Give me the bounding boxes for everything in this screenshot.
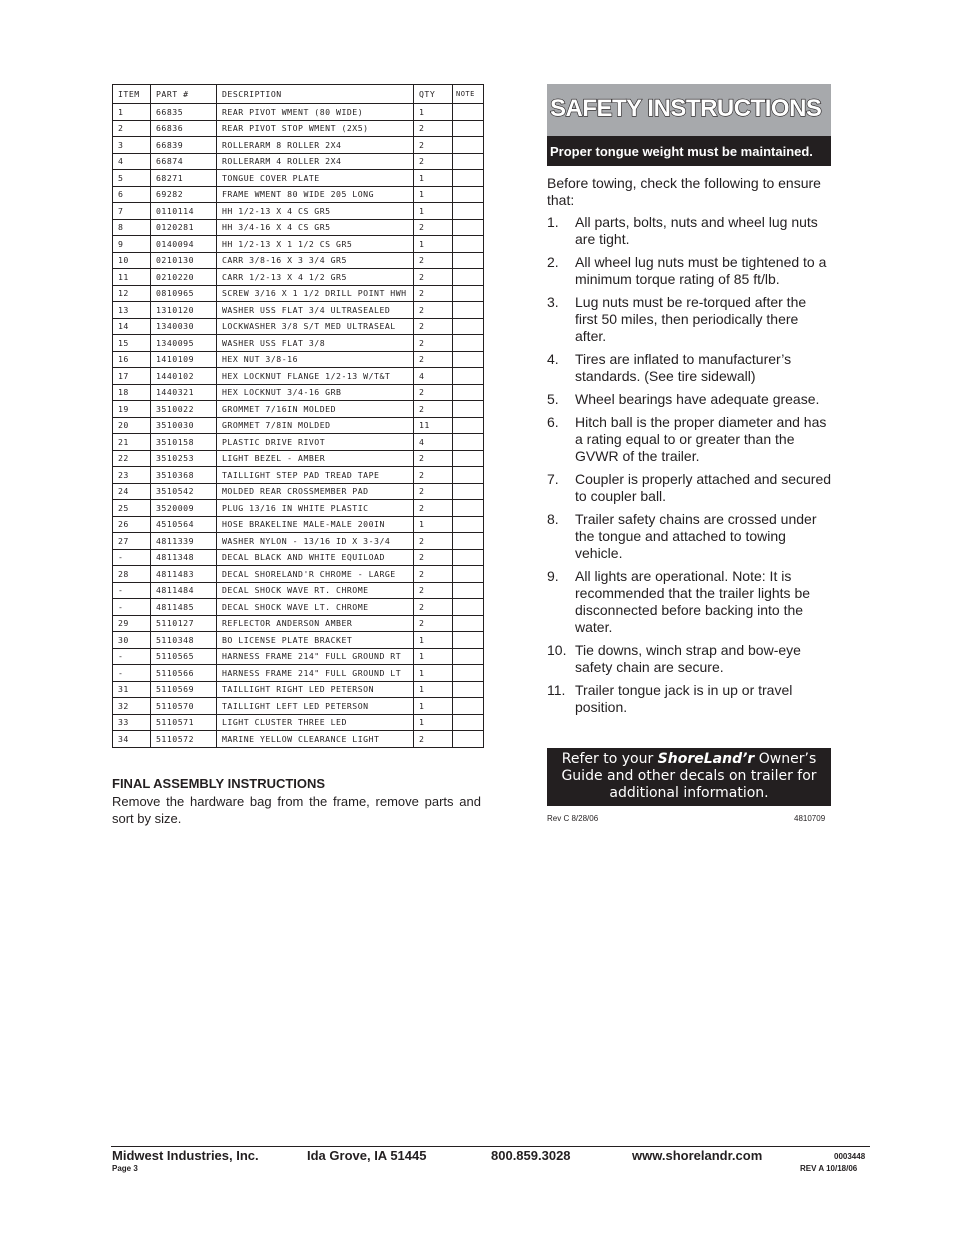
cell-part-number: 66836: [151, 120, 217, 137]
cell-part-number: 5110569: [151, 681, 217, 698]
cell-description: TAILLIGHT RIGHT LED PETERSON: [217, 681, 414, 698]
checklist-number: 9.: [547, 568, 559, 584]
table-row: [113, 714, 484, 731]
table-row: [113, 170, 484, 187]
cell-part-number: 5110566: [151, 665, 217, 682]
table-row: [113, 731, 484, 748]
checklist-text: Coupler is properly attached and secured to coupler ball.: [575, 471, 832, 504]
cell-item: 19: [113, 401, 151, 418]
parts-table: [112, 84, 484, 748]
table-row: [113, 450, 484, 467]
table-row: [113, 252, 484, 269]
cell-description: HEX LOCKNUT FLANGE 1/2-13 W/T&T: [217, 368, 414, 385]
cell-description: REFLECTOR ANDERSON AMBER: [217, 615, 414, 632]
cell-part-number: 0210220: [151, 269, 217, 286]
cell-item: 23: [113, 467, 151, 484]
table-row: [113, 219, 484, 236]
cell-note: [453, 417, 484, 434]
checklist-item: [547, 471, 832, 505]
cell-part-number: 5110572: [151, 731, 217, 748]
table-row: [113, 632, 484, 649]
cell-note: [453, 219, 484, 236]
table-row: [113, 236, 484, 253]
cell-description: PLASTIC DRIVE RIVOT: [217, 434, 414, 451]
cell-item: 27: [113, 533, 151, 550]
cell-qty: 2: [414, 533, 453, 550]
checklist-text: Tie downs, winch strap and bow-eye safety chain are secure.: [575, 642, 801, 675]
cell-part-number: 4811339: [151, 533, 217, 550]
cell-item: -: [113, 648, 151, 665]
safety-checklist: [547, 214, 832, 716]
cell-part-number: 3510158: [151, 434, 217, 451]
cell-qty: 1: [414, 632, 453, 649]
cell-item: 7: [113, 203, 151, 220]
cell-qty: 1: [414, 648, 453, 665]
checklist-item: [547, 511, 832, 562]
cell-note: [453, 434, 484, 451]
cell-note: [453, 648, 484, 665]
cell-qty: 2: [414, 450, 453, 467]
table-row: [113, 516, 484, 533]
cell-item: 31: [113, 681, 151, 698]
table-row: [113, 599, 484, 616]
cell-qty: 2: [414, 285, 453, 302]
parts-table-header-row: [113, 85, 484, 104]
cell-item: 25: [113, 500, 151, 517]
cell-qty: 1: [414, 186, 453, 203]
cell-note: [453, 368, 484, 385]
checklist-item: [547, 568, 832, 636]
cell-part-number: 69282: [151, 186, 217, 203]
cell-item: 33: [113, 714, 151, 731]
cell-item: 1: [113, 104, 151, 121]
cell-description: HH 3/4-16 X 4 CS GR5: [217, 219, 414, 236]
parts-table-body: [113, 104, 484, 748]
cell-qty: 2: [414, 599, 453, 616]
cell-qty: 2: [414, 615, 453, 632]
cell-qty: 2: [414, 269, 453, 286]
cell-item: 24: [113, 483, 151, 500]
cell-part-number: 3510022: [151, 401, 217, 418]
cell-note: [453, 335, 484, 352]
checklist-item: [547, 351, 832, 385]
checklist-text: Wheel bearings have adequate grease.: [575, 391, 820, 407]
cell-note: [453, 137, 484, 154]
refer-text-after: Owner’s Guide and other decals on trailer for additional information.: [561, 751, 817, 801]
cell-description: TONGUE COVER PLATE: [217, 170, 414, 187]
cell-description: MOLDED REAR CROSSMEMBER PAD: [217, 483, 414, 500]
cell-note: [453, 632, 484, 649]
cell-qty: 1: [414, 681, 453, 698]
cell-item: 32: [113, 698, 151, 715]
cell-item: -: [113, 549, 151, 566]
cell-item: 29: [113, 615, 151, 632]
cell-qty: 1: [414, 714, 453, 731]
table-row: [113, 384, 484, 401]
header-part-number: PART #: [151, 85, 217, 104]
table-row: [113, 351, 484, 368]
header-qty: QTY: [414, 85, 453, 104]
cell-note: [453, 533, 484, 550]
cell-description: REAR PIVOT STOP WMENT (2X5): [217, 120, 414, 137]
cell-note: [453, 120, 484, 137]
cell-part-number: 3510542: [151, 483, 217, 500]
cell-note: [453, 599, 484, 616]
table-row: [113, 582, 484, 599]
checklist-text: All wheel lug nuts must be tightened to a minimum torque rating of 85 ft/lb.: [575, 254, 827, 287]
cell-note: [453, 698, 484, 715]
cell-description: HEX NUT 3/8-16: [217, 351, 414, 368]
cell-description: REAR PIVOT WMENT (80 WIDE): [217, 104, 414, 121]
cell-note: [453, 665, 484, 682]
cell-part-number: 1440102: [151, 368, 217, 385]
cell-part-number: 4811485: [151, 599, 217, 616]
cell-item: 9: [113, 236, 151, 253]
cell-qty: 1: [414, 203, 453, 220]
cell-part-number: 66839: [151, 137, 217, 154]
cell-note: [453, 566, 484, 583]
cell-qty: 1: [414, 665, 453, 682]
cell-description: HH 1/2-13 X 4 CS GR5: [217, 203, 414, 220]
checklist-number: 7.: [547, 471, 559, 487]
cell-description: ROLLERARM 8 ROLLER 2X4: [217, 137, 414, 154]
footer-location: Ida Grove, IA 51445: [307, 1148, 427, 1163]
footer-company: Midwest Industries, Inc.: [112, 1148, 259, 1163]
cell-note: [453, 483, 484, 500]
safety-revision: Rev C 8/28/06: [547, 814, 599, 823]
cell-part-number: 4811483: [151, 566, 217, 583]
cell-note: [453, 269, 484, 286]
table-row: [113, 318, 484, 335]
cell-note: [453, 153, 484, 170]
cell-item: 3: [113, 137, 151, 154]
cell-qty: 1: [414, 698, 453, 715]
safety-doc-number: 4810709: [794, 814, 826, 823]
cell-qty: 4: [414, 368, 453, 385]
table-row: [113, 533, 484, 550]
cell-part-number: 3520009: [151, 500, 217, 517]
cell-qty: 2: [414, 483, 453, 500]
cell-qty: 2: [414, 731, 453, 748]
cell-part-number: 3510253: [151, 450, 217, 467]
cell-part-number: 5110570: [151, 698, 217, 715]
cell-part-number: 5110127: [151, 615, 217, 632]
safety-subtitle: Proper tongue weight must be maintained.: [550, 144, 813, 159]
cell-note: [453, 285, 484, 302]
checklist-number: 3.: [547, 294, 559, 310]
cell-qty: 1: [414, 170, 453, 187]
cell-description: WASHER NYLON - 13/16 ID X 3-3/4: [217, 533, 414, 550]
table-row: [113, 269, 484, 286]
cell-item: 11: [113, 269, 151, 286]
footer-phone: 800.859.3028: [491, 1148, 571, 1163]
checklist-number: 4.: [547, 351, 559, 367]
cell-item: 21: [113, 434, 151, 451]
checklist-text: Tires are inflated to manufacturer’s standards. (See tire sidewall): [575, 351, 792, 384]
checklist-item: [547, 391, 832, 408]
cell-item: 18: [113, 384, 151, 401]
cell-qty: 2: [414, 252, 453, 269]
table-row: [113, 648, 484, 665]
cell-qty: 2: [414, 467, 453, 484]
table-row: [113, 153, 484, 170]
checklist-item: [547, 214, 832, 248]
cell-item: 28: [113, 566, 151, 583]
cell-item: 12: [113, 285, 151, 302]
cell-qty: 2: [414, 120, 453, 137]
checklist-text: Hitch ball is the proper diameter and has a rating equal to or greater than the GVWR of the trailer.: [575, 414, 827, 464]
cell-part-number: 5110571: [151, 714, 217, 731]
cell-part-number: 4811484: [151, 582, 217, 599]
cell-qty: 1: [414, 516, 453, 533]
checklist-item: [547, 254, 832, 288]
cell-item: 6: [113, 186, 151, 203]
cell-part-number: 0140094: [151, 236, 217, 253]
cell-item: 4: [113, 153, 151, 170]
cell-description: GROMMET 7/16IN MOLDED: [217, 401, 414, 418]
cell-item: 16: [113, 351, 151, 368]
cell-description: LIGHT BEZEL - AMBER: [217, 450, 414, 467]
cell-item: 10: [113, 252, 151, 269]
cell-qty: 2: [414, 582, 453, 599]
cell-part-number: 4510564: [151, 516, 217, 533]
cell-part-number: 4811348: [151, 549, 217, 566]
cell-part-number: 66874: [151, 153, 217, 170]
cell-description: CARR 3/8-16 X 3 3/4 GR5: [217, 252, 414, 269]
table-row: [113, 434, 484, 451]
cell-description: HH 1/2-13 X 1 1/2 CS GR5: [217, 236, 414, 253]
cell-description: FRAME WMENT 80 WIDE 205 LONG: [217, 186, 414, 203]
cell-qty: 2: [414, 137, 453, 154]
cell-note: [453, 450, 484, 467]
cell-item: 2: [113, 120, 151, 137]
cell-note: [453, 582, 484, 599]
cell-item: -: [113, 599, 151, 616]
cell-item: 15: [113, 335, 151, 352]
refer-box: [547, 748, 831, 806]
cell-part-number: 0110114: [151, 203, 217, 220]
checklist-text: Trailer safety chains are crossed under the tongue and attached to towing vehicle.: [575, 511, 817, 561]
cell-description: HOSE BRAKELINE MALE-MALE 200IN: [217, 516, 414, 533]
cell-description: LIGHT CLUSTER THREE LED: [217, 714, 414, 731]
cell-note: [453, 186, 484, 203]
cell-description: DECAL SHOCK WAVE LT. CHROME: [217, 599, 414, 616]
table-row: [113, 335, 484, 352]
cell-description: CARR 1/2-13 X 4 1/2 GR5: [217, 269, 414, 286]
checklist-number: 11.: [547, 682, 566, 698]
cell-item: 20: [113, 417, 151, 434]
cell-description: ROLLERARM 4 ROLLER 2X4: [217, 153, 414, 170]
cell-part-number: 1340095: [151, 335, 217, 352]
table-row: [113, 203, 484, 220]
table-row: [113, 549, 484, 566]
final-assembly-heading: FINAL ASSEMBLY INSTRUCTIONS: [112, 776, 326, 791]
cell-note: [453, 731, 484, 748]
footer-doc-id: 0003448: [834, 1152, 866, 1161]
cell-description: DECAL SHOCK WAVE RT. CHROME: [217, 582, 414, 599]
table-row: [113, 665, 484, 682]
footer-revision: REV A 10/18/06: [800, 1164, 858, 1173]
table-row: [113, 500, 484, 517]
cell-qty: 2: [414, 335, 453, 352]
footer-website[interactable]: www.shorelandr.com: [632, 1148, 763, 1163]
cell-description: WASHER USS FLAT 3/4 ULTRASEALED: [217, 302, 414, 319]
checklist-number: 10.: [547, 642, 567, 658]
cell-note: [453, 170, 484, 187]
refer-text-before: Refer to your: [561, 751, 658, 767]
cell-item: 30: [113, 632, 151, 649]
header-description: DESCRIPTION: [217, 85, 414, 104]
table-row: [113, 467, 484, 484]
cell-description: GROMMET 7/8IN MOLDED: [217, 417, 414, 434]
table-row: [113, 483, 484, 500]
cell-note: [453, 615, 484, 632]
cell-description: MARINE YELLOW CLEARANCE LIGHT: [217, 731, 414, 748]
cell-part-number: 1440321: [151, 384, 217, 401]
cell-qty: 1: [414, 236, 453, 253]
checklist-text: Trailer tongue jack is in up or travel position.: [575, 682, 793, 715]
safety-title: SAFETY INSTRUCTIONS: [550, 95, 822, 122]
cell-note: [453, 203, 484, 220]
cell-qty: 2: [414, 153, 453, 170]
cell-qty: 2: [414, 401, 453, 418]
cell-qty: 4: [414, 434, 453, 451]
checklist-item: [547, 294, 832, 345]
cell-item: 14: [113, 318, 151, 335]
checklist-text: Lug nuts must be re-torqued after the first 50 miles, then periodically there after.: [575, 294, 807, 344]
cell-qty: 1: [414, 104, 453, 121]
table-row: [113, 285, 484, 302]
cell-description: TAILLIGHT LEFT LED PETERSON: [217, 698, 414, 715]
cell-item: -: [113, 582, 151, 599]
cell-note: [453, 549, 484, 566]
checklist-item: [547, 414, 832, 465]
cell-part-number: 3510030: [151, 417, 217, 434]
cell-description: HEX LOCKNUT 3/4-16 GRB: [217, 384, 414, 401]
cell-part-number: 3510368: [151, 467, 217, 484]
final-assembly-body: Remove the hardware bag from the frame, remove parts and sort by size.: [112, 794, 481, 826]
refer-brand: ShoreLand’r: [657, 751, 755, 767]
cell-description: LOCKWASHER 3/8 S/T MED ULTRASEAL: [217, 318, 414, 335]
cell-note: [453, 467, 484, 484]
cell-description: DECAL SHORELAND'R CHROME - LARGE: [217, 566, 414, 583]
cell-part-number: 68271: [151, 170, 217, 187]
cell-part-number: 66835: [151, 104, 217, 121]
cell-item: 8: [113, 219, 151, 236]
table-row: [113, 566, 484, 583]
checklist-number: 6.: [547, 414, 559, 430]
cell-note: [453, 351, 484, 368]
cell-note: [453, 401, 484, 418]
cell-qty: 2: [414, 219, 453, 236]
header-item: ITEM: [113, 85, 151, 104]
table-row: [113, 698, 484, 715]
cell-note: [453, 681, 484, 698]
cell-note: [453, 384, 484, 401]
cell-description: HARNESS FRAME 214" FULL GROUND LT: [217, 665, 414, 682]
cell-part-number: 1310120: [151, 302, 217, 319]
cell-note: [453, 104, 484, 121]
safety-intro: Before towing, check the following to ensure that:: [547, 175, 821, 208]
checklist-item: [547, 682, 832, 716]
cell-description: TAILLIGHT STEP PAD TREAD TAPE: [217, 467, 414, 484]
cell-description: PLUG 13/16 IN WHITE PLASTIC: [217, 500, 414, 517]
table-row: [113, 615, 484, 632]
checklist-text: All lights are operational. Note: It is recommended that the trailer lights be disconnected before backing into the water.: [575, 568, 811, 635]
table-row: [113, 104, 484, 121]
header-note: NOTE: [453, 85, 484, 104]
cell-qty: 2: [414, 549, 453, 566]
cell-description: HARNESS FRAME 214" FULL GROUND RT: [217, 648, 414, 665]
footer-page-number: Page 3: [112, 1164, 138, 1173]
table-row: [113, 120, 484, 137]
cell-qty: 2: [414, 302, 453, 319]
checklist-number: 1.: [547, 214, 559, 230]
table-row: [113, 137, 484, 154]
cell-qty: 2: [414, 384, 453, 401]
table-row: [113, 681, 484, 698]
safety-title-bar: [547, 84, 831, 136]
checklist-number: 5.: [547, 391, 559, 407]
table-row: [113, 417, 484, 434]
cell-qty: 2: [414, 351, 453, 368]
cell-note: [453, 500, 484, 517]
cell-part-number: 1340030: [151, 318, 217, 335]
cell-description: BO LICENSE PLATE BRACKET: [217, 632, 414, 649]
cell-note: [453, 516, 484, 533]
cell-item: 34: [113, 731, 151, 748]
cell-note: [453, 714, 484, 731]
table-row: [113, 401, 484, 418]
checklist-item: [547, 642, 832, 676]
cell-description: SCREW 3/16 X 1 1/2 DRILL POINT HWH: [217, 285, 414, 302]
cell-note: [453, 302, 484, 319]
table-row: [113, 368, 484, 385]
cell-qty: 2: [414, 500, 453, 517]
checklist-number: 2.: [547, 254, 559, 270]
table-row: [113, 186, 484, 203]
cell-qty: 11: [414, 417, 453, 434]
footer-divider: [111, 1146, 870, 1147]
cell-item: 13: [113, 302, 151, 319]
cell-part-number: 5110348: [151, 632, 217, 649]
cell-item: 22: [113, 450, 151, 467]
cell-note: [453, 318, 484, 335]
safety-subtitle-bar: [547, 136, 831, 166]
cell-item: 5: [113, 170, 151, 187]
cell-part-number: 0120281: [151, 219, 217, 236]
table-row: [113, 302, 484, 319]
cell-part-number: 0810965: [151, 285, 217, 302]
cell-item: 26: [113, 516, 151, 533]
cell-qty: 2: [414, 318, 453, 335]
cell-item: 17: [113, 368, 151, 385]
cell-item: -: [113, 665, 151, 682]
cell-part-number: 0210130: [151, 252, 217, 269]
cell-part-number: 1410109: [151, 351, 217, 368]
cell-note: [453, 252, 484, 269]
cell-part-number: 5110565: [151, 648, 217, 665]
checklist-text: All parts, bolts, nuts and wheel lug nuts are tight.: [575, 214, 818, 247]
cell-description: DECAL BLACK AND WHITE EQUILOAD: [217, 549, 414, 566]
checklist-number: 8.: [547, 511, 559, 527]
cell-qty: 2: [414, 566, 453, 583]
cell-note: [453, 236, 484, 253]
cell-description: WASHER USS FLAT 3/8: [217, 335, 414, 352]
